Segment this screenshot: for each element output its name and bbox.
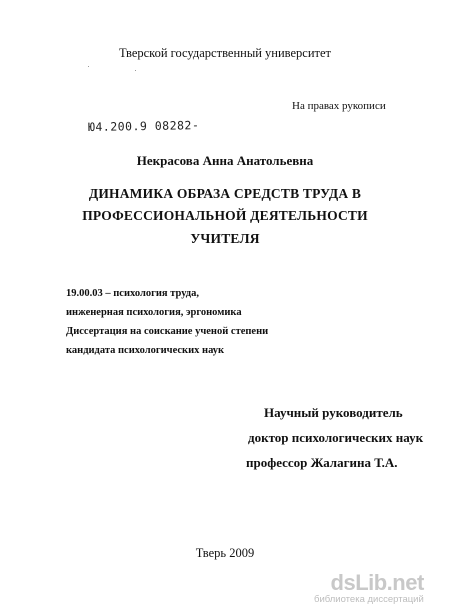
- dissertation-title-line: ДИНАМИКА ОБРАЗА СРЕДСТВ ТРУДА В: [88, 186, 362, 201]
- scan-speck: [135, 70, 136, 71]
- dissertation-title-line: УЧИТЕЛЯ: [190, 231, 260, 246]
- watermark-logo: dsLib.net: [330, 570, 424, 595]
- dissertation-title-line: ПРОФЕССИОНАЛЬНОЙ ДЕЯТЕЛЬНОСТИ: [82, 208, 368, 223]
- watermark-caption: библиотека диссертаций: [314, 594, 424, 605]
- scan-speck: [88, 66, 89, 67]
- supervisor-heading: Научный руководитель: [264, 405, 403, 420]
- registration-stamp: Ю4.200.9 08282-: [87, 118, 200, 134]
- degree-line: Диссертация на соискание ученой степени: [66, 326, 269, 337]
- supervisor-name: профессор Жалагина Т.А.: [246, 455, 398, 470]
- supervisor-degree: доктор психологических наук: [248, 430, 424, 445]
- specialty-code: 19.00.03 – психология труда,: [66, 288, 199, 299]
- university-name: Тверской государственный университет: [118, 46, 332, 60]
- site-watermark: [314, 572, 424, 606]
- author-name: Некрасова Анна Анатольевна: [136, 153, 314, 168]
- city-year: Тверь 2009: [195, 546, 255, 560]
- rights-note: На правах рукописи: [292, 100, 386, 112]
- degree-line: кандидата психологических наук: [66, 345, 225, 356]
- specialty-line: инженерная психология, эргономика: [66, 307, 242, 318]
